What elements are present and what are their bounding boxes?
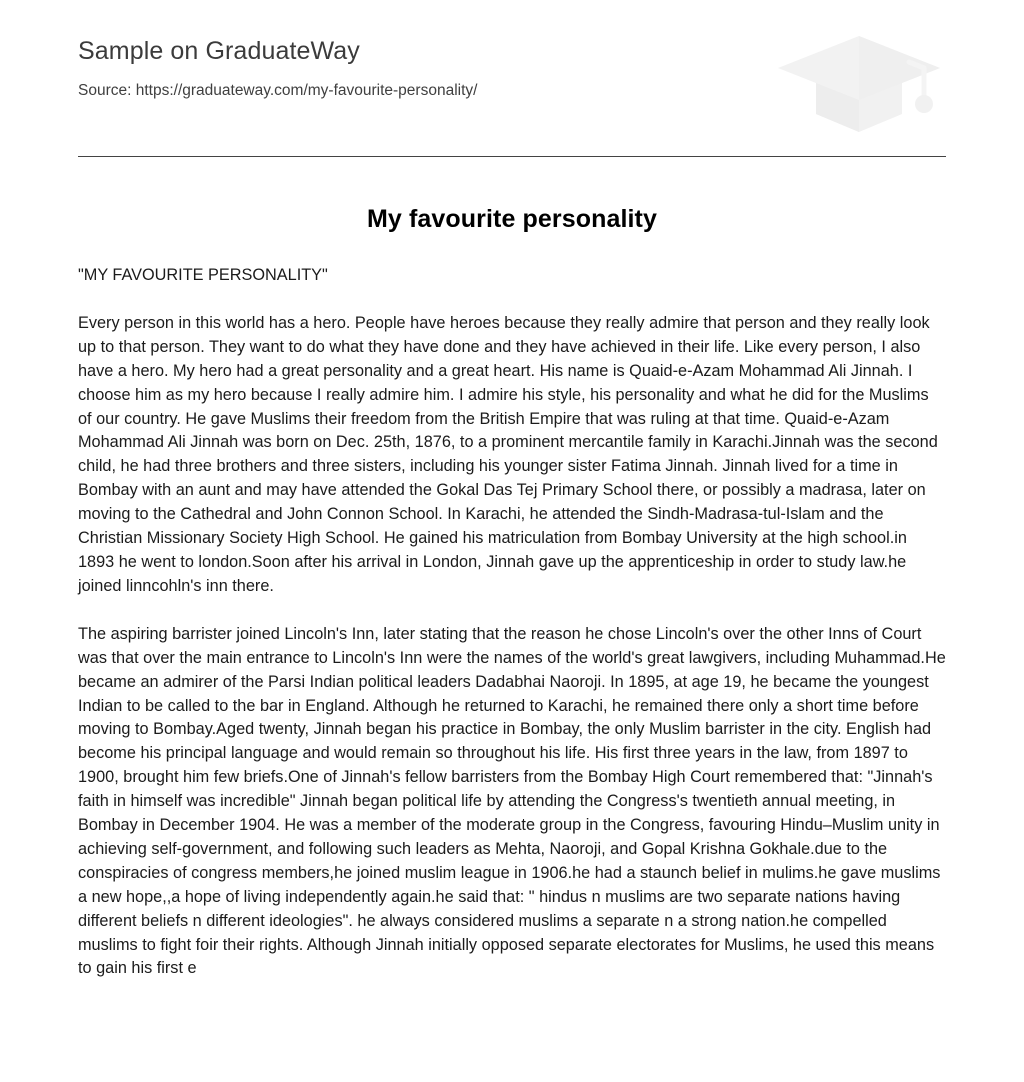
document-body bbox=[78, 264, 946, 981]
body-heading: "MY FAVOURITE PERSONALITY" bbox=[78, 266, 328, 284]
body-paragraph-1: Every person in this world has a hero. People have heroes because they really admire that person and they really look up to that person. They want to do what they have done and they have achieved in their life. Like every person, I also have a hero. My hero had a great personality and a great heart. His name is Quaid-e-Azam Mohammad Ali Jinnah. I choose him as my hero because I really admire him. I admire his style, his personality and what he did for the Muslims of our country. He gave Muslims their freedom from the British Empire that was ruling at that time. Quaid-e-Azam Mohammad Ali Jinnah was born on Dec. 25th, 1876, to a prominent mercantile family in Karachi.Jinnah was the second child, he had three brothers and three sisters, including his younger sister Fatima Jinnah. Jinnah lived for a time in Bombay with an aunt and may have attended the Gokal Das Tej Primary School there, or possibly a madrasa, later on moving to the Cathedral and John Connon School. In Karachi, he attended the Sindh-Madrasa-tul-Islam and the Christian Missionary Society High School. He gained his matriculation from Bombay University at the high school.in 1893 he went to london.Soon after his arrival in London, Jinnah gave up the apprenticeship in order to study law.he joined linncohln's inn there. bbox=[78, 313, 938, 595]
brand-title: Sample on GraduateWay bbox=[78, 37, 360, 65]
page-title: My favourite personality bbox=[367, 205, 657, 233]
header-divider bbox=[78, 156, 946, 157]
source-url-line: Source: https://graduateway.com/my-favourite-personality/ bbox=[78, 82, 478, 99]
body-paragraph-2: The aspiring barrister joined Lincoln's Inn, later stating that the reason he chose Lincoln's over the other Inns of Court was that over the main entrance to Lincoln's Inn were the names of the world's great lawgivers, including Muhammad.He became an admirer of the Parsi Indian political leaders Dadabhai Naoroji. In 1895, at age 19, he became the youngest Indian to be called to the bar in England. Although he returned to Karachi, he remained there only a short time before moving to Bombay.Aged twenty, Jinnah began his practice in Bombay, the only Muslim barrister in the city. English had become his principal language and would remain so throughout his life. His first three years in the law, from 1897 to 1900, brought him few briefs.One of Jinnah's fellow barristers from the Bombay High Court remembered that: "Jinnah's faith in himself was incredible" Jinnah began political life by attending the Congress's twentieth annual meeting, in Bombay in December 1904. He was a member of the moderate group in the Congress, favouring Hindu–Muslim unity in achieving self-government, and following such leaders as Mehta, Naoroji, and Gopal Krishna Gokhale.due to the conspiracies of congress members,he joined muslim league in 1906.he had a staunch belief in mulims.he gave muslims a new hope,,a hope of living independently again.he said that: " hindus n muslims are two separate nations having different beliefs n different ideologies". he always considered muslims a separate n a strong nation.he compelled muslims to fight foir their rights. Although Jinnah initially opposed separate electorates for Muslims, he used this means to gain his first e bbox=[78, 624, 946, 978]
graduation-cap-icon bbox=[772, 32, 946, 136]
